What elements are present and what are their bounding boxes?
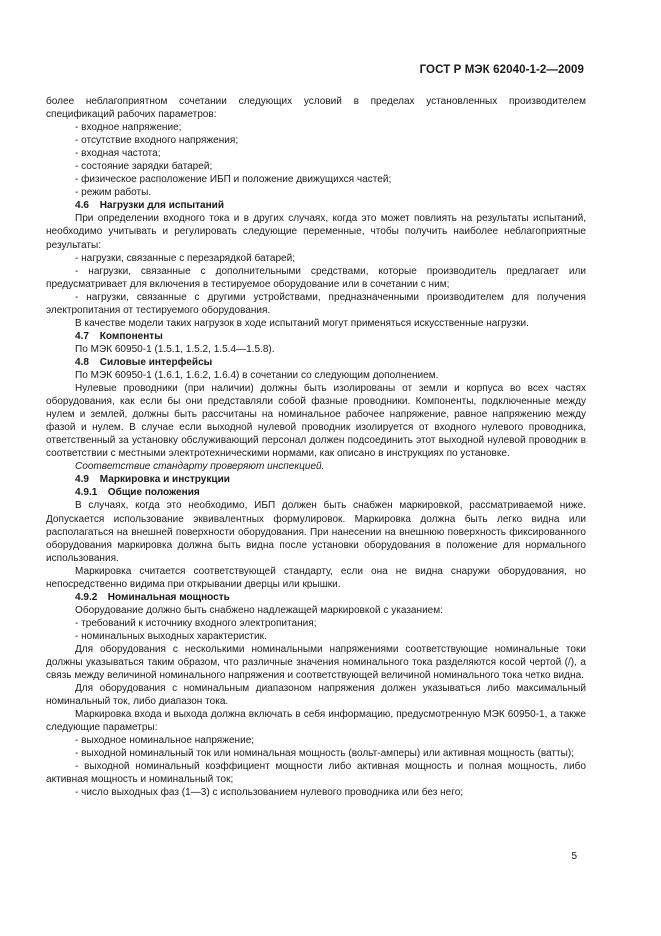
paragraph: Для оборудования с номинальным диапазоном напряжения должен указываться либо максимальный номинальный ток, либо диапазон тока.: [46, 683, 586, 708]
list-item: - число выходных фаз (1—3) с использованием нулевого проводника или без него;: [75, 787, 464, 799]
paragraph: По МЭК 60950-1 (1.6.1, 1.6.2, 1.6.4) в сочетании со следующим дополнением.: [75, 369, 439, 381]
document-header: ГОСТ Р МЭК 62040-1-2—2009: [419, 64, 584, 76]
section-heading: [46, 473, 586, 486]
list-item: - нагрузки, связанные с другими устройствами, предназначенными производителем для получения электропитания от тестируемого оборудования.: [46, 291, 586, 316]
section-number: 4.9.2: [75, 591, 98, 603]
list-item: - входное напряжение;: [75, 122, 182, 134]
document-body: [46, 95, 586, 800]
list-item: - выходной номинальный ток или номинальная мощность (вольт-амперы) или активная мощность (ватты);: [75, 748, 574, 760]
list-item: - нагрузки, связанные с дополнительными средствами, которые производитель предлагает или предусматривает для включения в тестируемое оборудование или в сочетании с ним;: [46, 265, 586, 290]
list-item: - выходной номинальный коэффициент мощности либо активная мощность и полная мощность, либо активная мощность и номинальный ток;: [46, 761, 586, 786]
section-heading: [46, 330, 586, 343]
paragraph: более неблагоприятном сочетании следующих условий в пределах установленных производителем спецификаций рабочих параметров:: [46, 96, 586, 121]
list-item: - нагрузки, связанные с перезарядкой батарей;: [75, 252, 296, 264]
paragraph: При определении входного тока и в других случаях, когда это может повлиять на результаты испытаний, необходимо учитывать и регулировать следующие переменные, чтобы получить наиболее неблагоприятные результаты:: [46, 213, 586, 251]
section-title: Компоненты: [99, 330, 163, 342]
section-number: 4.7: [75, 330, 89, 342]
list-item: - входная частота;: [75, 148, 161, 160]
section-heading: [46, 591, 586, 604]
paragraph: По МЭК 60950-1 (1.5.1, 1.5.2, 1.5.4—1.5.8).: [75, 343, 275, 355]
section-heading: [46, 356, 586, 369]
list-item: - физическое расположение ИБП и положение движущихся частей;: [75, 174, 392, 186]
list-item: - отсутствие входного напряжения;: [75, 135, 239, 147]
paragraph: Оборудование должно быть снабжено надлежащей маркировкой с указанием:: [75, 604, 443, 616]
section-number: 4.9.1: [75, 487, 98, 499]
paragraph: В случаях, когда это необходимо, ИБП должен быть снабжен маркировкой, рассматриваемой ниже. Допускается использование эквивалентных формулировок. Маркировка должна быть легко видна или располагаться на внешней поверхности оборудования. При нанесении на внешнюю поверхность фиксированного оборудования маркировка должна быть видна после установки оборудования в положение для нормального использования.: [46, 500, 586, 564]
paragraph: В качестве модели таких нагрузок в ходе испытаний могут применяться искусственные нагрузки.: [75, 317, 529, 329]
section-number: 4.9: [75, 474, 89, 486]
page-number: 5: [571, 851, 577, 862]
list-item: - номинальных выходных характеристик.: [75, 630, 267, 642]
paragraph: Для оборудования с несколькими номинальными напряжениями соответствующие номинальные токи должны указываться таким образом, что различные значения номинального тока разделяются косой чертой (/), а связь между величиной номинального напряжения и соответствующей величиной номинального тока четко видна.: [46, 643, 586, 682]
list-item: - режим работы.: [75, 187, 152, 199]
paragraph: Маркировка считается соответствующей стандарту, если она не видна снаружи оборудования, но непосредственно видима при открывании дверцы или крышки.: [46, 565, 586, 590]
section-heading: [46, 486, 586, 499]
paragraph: Нулевые проводники (при наличии) должны быть изолированы от земли и корпуса во всех частях оборудования, как если бы они представляли собой фазные проводники. Компоненты, подключенные между нулем и землей, должны быть рассчитаны на номинальное рабочее напряжение, равное напряжению между фазой и нулем. В случае если выходной нулевой проводник изолируется от входного нулевого проводника, ответственный за установку обслуживающий персонал должен подсоединить этот выходной нулевой проводник в соответствии с местными электротехническими нормами, как описано в инструкциях по установке.: [46, 383, 586, 460]
section-number: 4.8: [75, 356, 89, 368]
list-item: - состояние зарядки батарей;: [75, 161, 213, 173]
section-title: Общие положения: [107, 487, 200, 499]
section-heading: [46, 199, 586, 212]
section-title: Номинальная мощность: [107, 591, 230, 603]
list-item: - требований к источнику входного электропитания;: [75, 617, 317, 629]
section-number: 4.6: [75, 200, 89, 212]
compliance-note: Соответствие стандарту проверяют инспекцией.: [75, 461, 325, 473]
section-title: Маркировка и инструкции: [99, 474, 230, 486]
section-title: Нагрузки для испытаний: [99, 200, 225, 212]
paragraph: Маркировка входа и выхода должна включать в себя информацию, предусмотренную МЭК 60950-1, а также следующие параметры:: [46, 709, 586, 734]
section-title: Силовые интерфейсы: [99, 356, 213, 368]
list-item: - выходное номинальное напряжение;: [75, 735, 255, 747]
